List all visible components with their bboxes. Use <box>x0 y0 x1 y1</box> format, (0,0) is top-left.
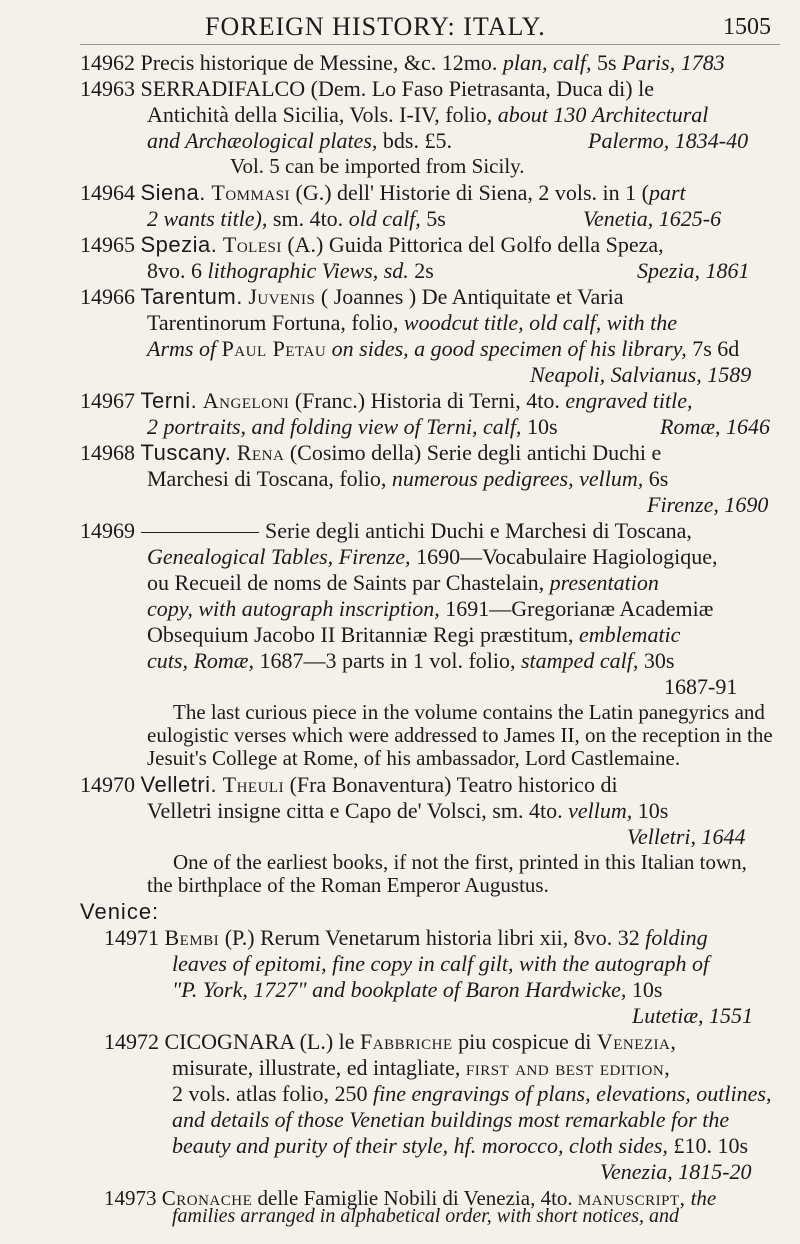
entry-author: Angeloni <box>202 388 290 413</box>
entry-number: 14969 <box>80 518 135 543</box>
entry-text: (Cosimo della) Serie degli antichi Duchi e <box>289 440 662 465</box>
entry-note: "P. York, 1727" and bookplate of Baron Hardwicke, <box>172 977 627 1002</box>
entry-14969-line4 <box>147 596 713 622</box>
entry-text: Antichità della Sicilia, Vols. I-IV, folio, <box>147 102 493 127</box>
entry-place: Paris, 1783 <box>622 50 725 75</box>
entry-14970-line2 <box>147 798 668 824</box>
entry-note: the <box>690 1186 717 1210</box>
entry-price: 10s <box>637 798 669 823</box>
entry-14969-line5 <box>147 622 680 648</box>
entry-text: 8vo. 6 <box>147 258 202 283</box>
entry-note: and Archæological plates, <box>147 128 378 153</box>
entry-subject: Tarentum. <box>140 284 243 309</box>
entry-14969-line6 <box>147 648 674 674</box>
entry-14972-line2 <box>172 1055 670 1081</box>
header-rule <box>80 44 780 45</box>
entry-text: (P.) Rerum Venetarum historia libri xii, 8vo. 32 <box>224 925 640 950</box>
entry-note: Genealogical Tables, Firenze, <box>147 544 411 569</box>
entry-note: numerous pedigrees, vellum, <box>391 466 644 491</box>
entry-subject: Siena. <box>140 180 206 205</box>
entry-number: 14966 <box>80 284 135 309</box>
entry-footnote: eulogistic verses which were addressed to James II, on the reception in the <box>147 723 773 747</box>
entry-author: Juvenis <box>248 284 316 309</box>
entry-note: emblematic <box>579 622 681 647</box>
entry-place: Spezia, 1861 <box>637 258 750 283</box>
entry-text: 1691—Gregorianæ Academiæ <box>445 596 714 621</box>
entry-text: Fabbriche <box>360 1029 453 1054</box>
running-title: FOREIGN HISTORY: ITALY. <box>205 12 546 41</box>
entry-14967-line2 <box>147 414 558 440</box>
entry-binding: plan, calf, <box>502 50 592 75</box>
entry-note: beauty and purity of their style, hf. morocco, cloth sides, <box>172 1133 668 1158</box>
entry-note: 130 <box>553 102 587 127</box>
entry-text: 2 vols. atlas folio, 250 <box>172 1081 368 1106</box>
entry-note: part <box>649 180 686 205</box>
entry-author: Rena <box>236 440 285 465</box>
entry-note: and details of those Venetian buildings most remarkable for the <box>172 1107 730 1132</box>
entry-note: leaves of epitomi, fine copy in calf gilt, with the autograph of <box>172 951 710 976</box>
entry-14963 <box>80 76 654 102</box>
entry-14968-line2 <box>147 466 668 492</box>
entry-text: 1690—Vocabulaire Hagiologique, <box>416 544 718 569</box>
entry-price: 30s <box>643 648 675 673</box>
entry-text: (Franc.) Historia di Terni, 4to. <box>294 388 560 413</box>
entry-place: Palermo, 1834-40 <box>588 128 749 153</box>
entry-note: about <box>497 102 548 127</box>
entry-14971 <box>104 925 708 951</box>
entry-text: sm. 4to. <box>272 206 344 231</box>
ditto-dash <box>141 532 259 533</box>
entry-note: fine engravings of plans, elevations, outlines, <box>373 1081 772 1106</box>
entry-subject: Tuscany. <box>140 440 232 465</box>
entry-14963-line3 <box>147 128 452 154</box>
entry-text: misurate, illustrate, ed intagliate, <box>172 1055 461 1080</box>
entry-footnote: the birthplace of the Roman Emperor Augustus. <box>147 873 549 897</box>
entry-14963-line2 <box>147 102 708 128</box>
entry-number: 14970 <box>80 772 135 797</box>
entry-note: presentation <box>549 570 659 595</box>
entry-number: 14964 <box>80 180 135 205</box>
entry-price: 10s <box>631 977 663 1002</box>
entry-number: 14965 <box>80 232 135 257</box>
entry-place: Venetia, 1625-6 <box>583 206 722 231</box>
entry-price: 6s <box>648 466 669 491</box>
entry-14972-line3 <box>172 1081 771 1107</box>
entry-binding: stamped calf, <box>521 648 639 673</box>
entry-footnote: One of the earliest books, if not the first, printed in this Italian town, <box>173 850 747 874</box>
entry-place: Lutetiæ, 1551 <box>632 1003 754 1028</box>
page-header <box>0 12 800 44</box>
entry-note: Arms of <box>147 336 217 361</box>
entry-note: lithographic Views, sd. <box>207 258 409 283</box>
entry-place: Romæ, 1646 <box>660 414 770 439</box>
page-number: 1505 <box>723 14 771 40</box>
entry-price: 7s 6d <box>692 336 740 361</box>
entry-14969-line3 <box>147 570 659 596</box>
entry-price: 5s <box>426 206 446 231</box>
entry-note: 2 portraits, and folding view of Terni, calf, <box>147 414 522 439</box>
entry-number: 14963 <box>80 76 135 101</box>
entry-author: Tolesi <box>222 232 282 257</box>
entry-14962 <box>80 50 725 76</box>
entry-footnote: Vol. 5 can be imported from Sicily. <box>230 154 525 178</box>
entry-text: Tarentinorum Fortuna, folio, <box>147 310 399 335</box>
entry-14968 <box>80 440 661 466</box>
entry-14969 <box>80 518 692 544</box>
entry-text: SERRADIFALCO (Dem. Lo Faso Pietrasanta, Duca di) le <box>140 76 654 101</box>
entry-date: 1687-91 <box>664 674 738 699</box>
entry-text: Obsequium Jacobo II Britanniæ Regi præstitum, <box>147 622 574 647</box>
entry-14966-line3 <box>147 336 739 362</box>
entry-number: 14973 <box>104 1186 157 1210</box>
entry-price: £10. 10s <box>673 1133 748 1158</box>
entry-price: 10s <box>526 414 558 439</box>
entry-format: manuscript, <box>577 1186 686 1210</box>
entry-author: Theuli <box>222 772 285 797</box>
entry-number: 14968 <box>80 440 135 465</box>
entry-binding: old calf, <box>348 206 421 231</box>
entry-number: 14962 <box>80 50 135 75</box>
entry-text: Velletri insigne citta e Capo de' Volsci, sm. 4to. <box>147 798 563 823</box>
entry-text: (Fra Bonaventura) Teatro historico di <box>289 772 618 797</box>
entry-text: piu cospicue di <box>458 1029 592 1054</box>
entry-footnote: The last curious piece in the volume contains the Latin panegyrics and <box>173 700 765 724</box>
entry-14965-line2 <box>147 258 434 284</box>
entry-text: CICOGNARA (L.) le <box>164 1029 355 1054</box>
entry-subject: Terni. <box>140 388 198 413</box>
entry-14967 <box>80 388 692 414</box>
entry-place: Venezia, 1815-20 <box>600 1159 752 1184</box>
entry-edition: first and best edition, <box>465 1055 671 1080</box>
entry-number: 14972 <box>104 1029 159 1054</box>
entry-note: engraved title, <box>565 388 693 413</box>
entry-14966-line2 <box>147 310 677 336</box>
entry-text: Serie degli antichi Duchi e Marchesi di Toscana, <box>265 518 692 543</box>
entry-14970 <box>80 772 618 798</box>
entry-price: 5s <box>596 50 617 75</box>
entry-text: Marchesi di Toscana, folio, <box>147 466 387 491</box>
entry-text: (G.) dell' Historie di Siena, 2 vols. in 1 ( <box>295 180 649 205</box>
entry-place: Velletri, 1644 <box>627 824 746 849</box>
entry-text: (A.) Guida Pittorica del Golfo della Speza, <box>287 232 664 257</box>
entry-note: 2 wants title), <box>147 206 268 231</box>
entry-note: Architectural <box>591 102 709 127</box>
entry-14972-line5 <box>172 1133 748 1159</box>
entry-note: copy, with autograph inscription, <box>147 596 440 621</box>
entry-text: ou Recueil de noms de Saints par Chastelain, <box>147 570 545 595</box>
entry-price: bds. £5. <box>382 128 452 153</box>
entry-note: woodcut title, old calf, with the <box>403 310 678 335</box>
entry-place: Neapoli, Salvianus, 1589 <box>530 362 752 387</box>
entry-14964-line2 <box>147 206 446 232</box>
entry-provenance: Paul Petau <box>221 336 327 361</box>
entry-note: folding <box>645 925 708 950</box>
entry-place: Firenze, 1690 <box>647 492 769 517</box>
entry-number: 14971 <box>104 925 159 950</box>
entry-number: 14967 <box>80 388 135 413</box>
entry-14972 <box>104 1029 676 1055</box>
entry-14965 <box>80 232 664 258</box>
entry-14964 <box>80 180 686 206</box>
entry-14971-line3 <box>172 977 662 1003</box>
entry-author: Cronache <box>161 1186 253 1210</box>
entry-footnote: Jesuit's College at Rome, of his ambassador, Lord Castlemaine. <box>147 746 681 770</box>
entry-author: Tommasi <box>211 180 291 205</box>
entry-14966 <box>80 284 624 310</box>
entry-author: Bembi <box>164 925 220 950</box>
entry-subject: Velletri. <box>140 772 218 797</box>
entry-binding: vellum, <box>568 798 633 823</box>
entry-text: delle Famiglie Nobili di Venezia, 4to. <box>257 1186 573 1210</box>
entry-note: families arranged in alphabetical order, with short notices, and <box>172 1205 680 1227</box>
section-heading-venice: Venice: <box>80 899 160 924</box>
entry-text: Precis historique de Messine, &c. 12mo. <box>140 50 498 75</box>
entry-note: on sides, a good specimen of his library, <box>331 336 687 361</box>
entry-subject: Spezia. <box>140 232 218 257</box>
entry-text: 1687—3 parts in 1 vol. folio, <box>259 648 516 673</box>
entry-text: ( Joannes ) De Antiquitate et Varia <box>320 284 624 309</box>
entry-note: cuts, Romæ, <box>147 648 254 673</box>
entry-price: 2s <box>414 258 434 283</box>
entry-text: Venezia, <box>596 1029 677 1054</box>
entry-14969-line2 <box>147 544 717 570</box>
